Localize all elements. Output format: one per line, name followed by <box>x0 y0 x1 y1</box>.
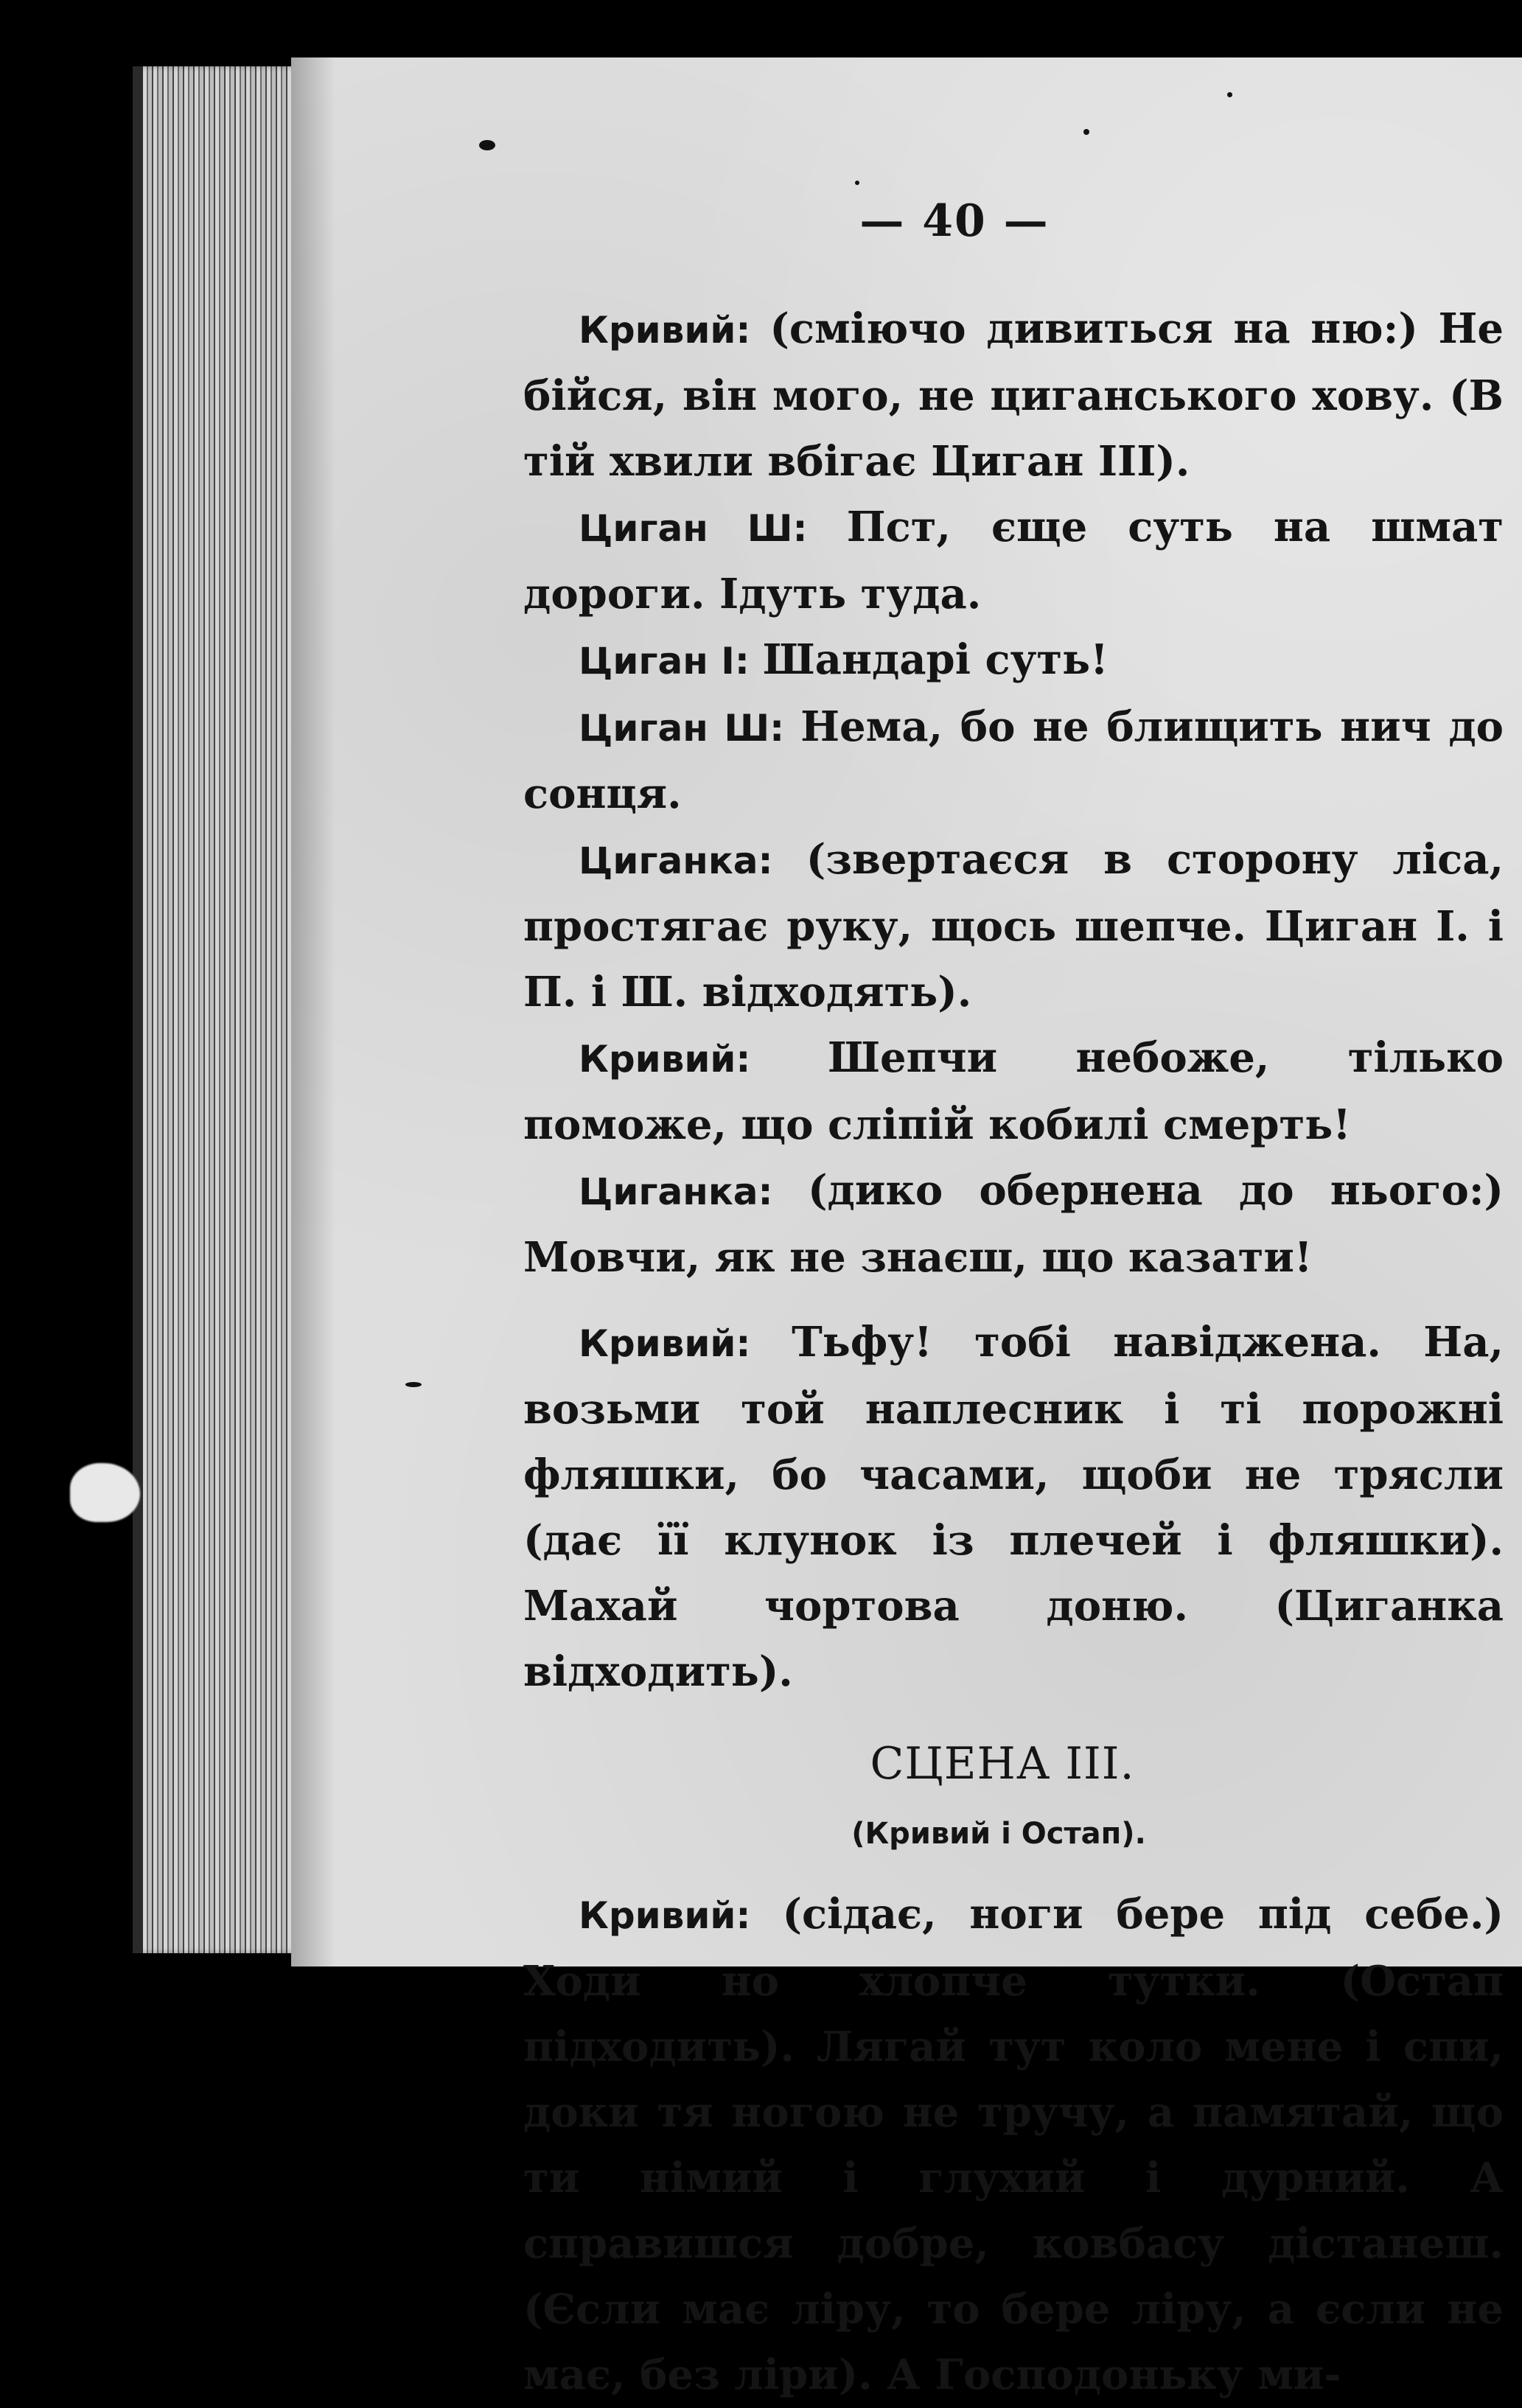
speaker-name: Циган І: <box>579 640 750 683</box>
ink-speck <box>1083 129 1089 135</box>
book-page-edges <box>133 66 302 1953</box>
book-spine-shadow <box>133 66 143 1953</box>
speaker-name: Циган Ш: <box>579 507 808 550</box>
ink-speck <box>479 140 495 150</box>
dialogue-text: Нема, бо не блищить нич до сонця. <box>523 702 1504 818</box>
speaker-name: Циганка: <box>579 1170 773 1213</box>
dialogue-paragraph <box>523 827 1504 1025</box>
ink-speck <box>405 1382 422 1387</box>
dialogue-text: (дико обернена до нього:) Мовчи, як не знаєш, що казати! <box>523 1166 1504 1282</box>
dialogue-paragraph <box>523 296 1504 495</box>
page-gutter-shadow <box>291 57 335 1966</box>
dialogue-text: Тьфу! тобі навіджена. На, возьми той наплесник і ті порожні фляшки, бо часами, щоби не трясли (дає її клунок із плечей і фляшки). Махай чортова доню. (Циганка відходить). <box>523 1318 1504 1696</box>
dialogue-paragraph <box>523 1310 1504 1705</box>
dialogue-paragraph <box>523 1882 1504 2408</box>
ink-speck <box>1227 92 1232 97</box>
scene-title: СЦЕНА III. <box>870 1738 1135 1790</box>
dialogue-text: (сідає, ноги бере під себе.) Ходи но хлопче тутки. (Остап підходить). Лягай тут коло мене і спи, доки тя ногою не тручу, а памятай, що ти німий і глухий і дурний. А справишся добре, ковбасу дістанеш. (Єсли має ліру, то бере ліру, а єсли не має, без ліри). А Господоньку ми- <box>523 1890 1504 2399</box>
speaker-name: Кривий: <box>579 1894 751 1937</box>
speaker-name: Циган Ш: <box>579 707 785 750</box>
dialogue-paragraph <box>523 1158 1504 1291</box>
dialogue-text: Шепчи небоже, тілько поможе, що сліпій кобилі смерть! <box>523 1033 1504 1149</box>
scene-cast: (Кривий і Остап). <box>851 1817 1146 1851</box>
dialogue-text: (звертаєся в сторону ліса, простягає руку, щось шепче. Циган І. і П. і Ш. відходять). <box>523 835 1504 1016</box>
speaker-name: Кривий: <box>579 1038 751 1081</box>
page-text-block <box>523 192 1504 2408</box>
dialogue-paragraph <box>523 495 1504 627</box>
speaker-name: Кривий: <box>579 1322 751 1365</box>
ink-speck <box>855 181 859 185</box>
dialogue-text: Пст, єще суть на шмат дороги. Ідуть туда. <box>523 503 1504 618</box>
dialogue-paragraph <box>523 694 1504 827</box>
dialogue-paragraph <box>523 627 1504 694</box>
scan-artifact-blob <box>70 1463 140 1522</box>
paragraph-gap <box>523 1291 1504 1310</box>
dialogue-paragraph <box>523 1025 1504 1158</box>
speaker-name: Кривий: <box>579 309 751 352</box>
dialogue-text: (сміючо дивиться на ню:) Не бійся, він мого, не циганського хову. (В тій хвили вбігає Циган III). <box>523 304 1504 486</box>
page-number: — 40 — <box>859 195 1050 247</box>
dialogue-text: Шандарі суть! <box>762 635 1109 684</box>
speaker-name: Циганка: <box>579 840 773 882</box>
